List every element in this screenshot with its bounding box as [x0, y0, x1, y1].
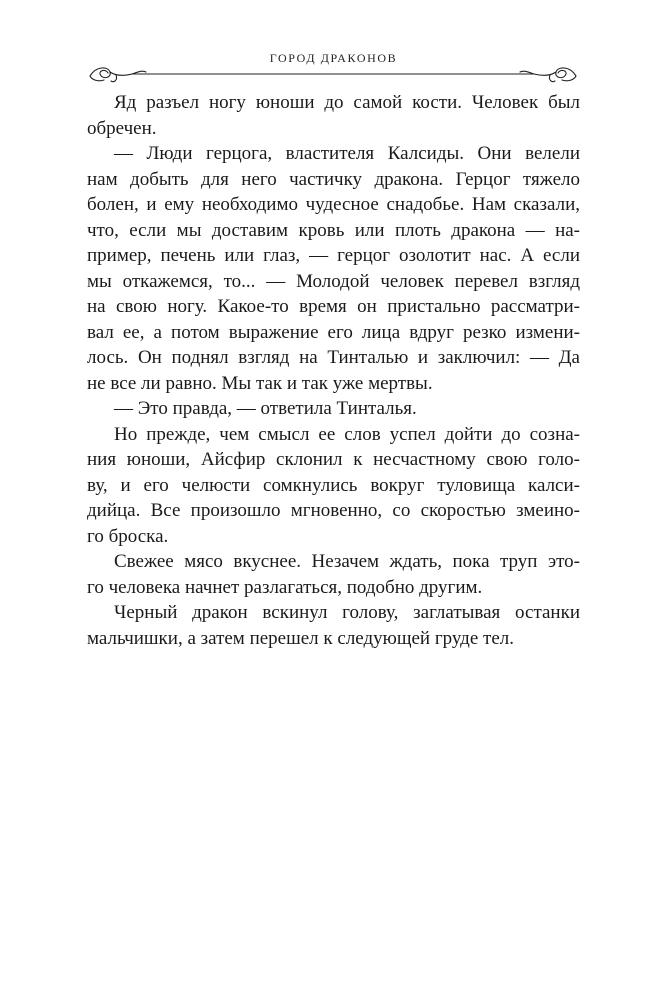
text-line: Яд разъел ногу юноши до самой кости. Человек был	[114, 92, 580, 113]
page-body	[87, 90, 580, 651]
text-line: го человека начнет разлагаться, подобно другим.	[87, 576, 483, 598]
text-line: пример, печень или глаз, — герцог озолотит нас. А если	[87, 245, 580, 266]
text-line: Но прежде, чем смысл ее слов успел дойти до созна-	[114, 423, 580, 445]
text-line: мальчишки, а затем перешел к следующей груде тел.	[87, 627, 514, 649]
text-line: ву, и его челюсти сомкнулись вокруг туловища калси-	[87, 474, 580, 496]
text-line: нам добыть для него частичку дракона. Герцог тяжело	[87, 168, 580, 190]
text-line: дийца. Все произошло мгновенно, со скоростью змеино-	[87, 500, 580, 521]
text-line: го броска.	[87, 525, 169, 547]
text-line: вал ее, а потом выражение его лица вдруг резко измени-	[87, 321, 580, 343]
text-line: что, если мы доставим кровь или плоть дракона — на-	[87, 219, 580, 241]
text-line: — Это правда, — ответила Тинталья.	[114, 398, 417, 419]
running-title: ГОРОД ДРАКОНОВ	[269, 51, 398, 65]
text-line: лось. Он поднял взгляд на Тинталью и заключил: — Да	[87, 347, 580, 368]
header-ornament	[86, 62, 580, 86]
text-line: — Люди герцога, властителя Калсиды. Они велели	[114, 143, 580, 164]
text-line: мы откажемся, то... — Молодой человек перевел взгляд	[87, 270, 580, 292]
text-line: болен, и ему необходимо чудесное снадобье. Нам сказали,	[87, 194, 580, 215]
text-line: обречен.	[87, 117, 157, 139]
text-line: на свою ногу. Какое-то время он пристально рассматри-	[87, 296, 580, 317]
text-line: Свежее мясо вкуснее. Незачем ждать, пока труп это-	[114, 551, 580, 572]
text-line: Черный дракон вскинул голову, заглатывая останки	[114, 602, 580, 623]
text-line: не все ли равно. Мы так и так уже мертвы.	[87, 372, 433, 394]
text-line: ния юноши, Айсфир склонил к несчастному свою голо-	[87, 449, 580, 470]
